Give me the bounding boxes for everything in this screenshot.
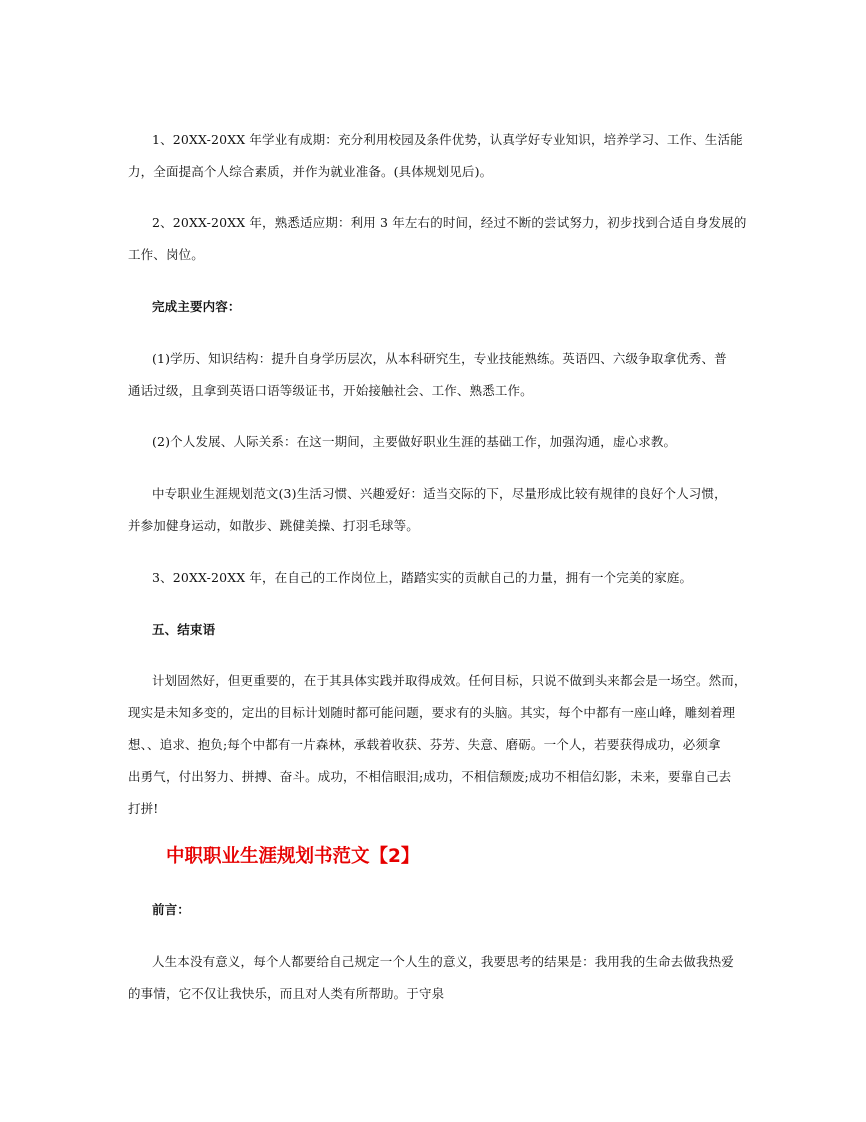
preface-heading: 前言：: [152, 902, 190, 917]
conclusion-heading: 五、结束语: [152, 622, 216, 637]
paragraph-5-line-1: 中专职业生涯规划范文(3)生活习惯、兴趣爱好：适当交际的下，尽量形成比较有规律的良好个人习惯，: [152, 486, 727, 501]
paragraph-2-line-2: 工作、岗位。: [128, 247, 204, 262]
paragraph-8-line-1: 人生本没有意义，每个人都要给自己规定一个人生的意义，我要思考的结果是：我用我的生命去做我热爱: [152, 954, 734, 969]
paragraph-1-line-1: 1、20XX-20XX 年学业有成期：充分利用校园及条件优势，认真学好专业知识，培养学习、工作、生活能: [152, 132, 743, 147]
paragraph-7-line-2: 现实是未知多变的，定出的目标计划随时都可能问题，要求有的头脑。其实，每个中都有一座山峰，雕刻着理: [128, 705, 736, 720]
paragraph-3-line-1: (1)学历、知识结构：提升自身学历层次，从本科研究生，专业技能熟练。英语四、六级争取拿优秀、普: [152, 351, 727, 366]
paragraph-6-line-1: 3、20XX-20XX 年，在自己的工作岗位上，踏踏实实的贡献自己的力量，拥有一个完美的家庭。: [152, 570, 693, 585]
paragraph-7-line-3: 想、、追求、抱负;每个中都有一片森林，承载着收获、芬芳、失意、磨砺。一个人，若要获得成功，必须拿: [128, 737, 721, 752]
paragraph-7-line-1: 计划固然好，但更重要的，在于其具体实践并取得成效。任何目标，只说不做到头来都会是一场空。然而，: [152, 673, 747, 688]
paragraph-4-line-1: (2)个人发展、人际关系：在这一期间，主要做好职业生涯的基础工作，加强沟通，虚心求教。: [152, 434, 677, 449]
paragraph-3-line-2: 通话过级，且拿到英语口语等级证书，开始接触社会、工作、熟悉工作。: [128, 383, 533, 398]
section-2-title: 中职职业生涯规划书范文【2】: [166, 846, 420, 867]
paragraph-2-line-1: 2、20XX-20XX 年，熟悉适应期：利用 3 年左右的时间，经过不断的尝试努力，初步找到合适自身发展的: [152, 215, 747, 230]
main-content-heading: 完成主要内容：: [152, 299, 241, 314]
paragraph-5-line-2: 并参加健身运动，如散步、跳健美操、打羽毛球等。: [128, 518, 419, 533]
paragraph-7-line-5: 打拼!: [128, 801, 159, 816]
paragraph-1-line-2: 力，全面提高个人综合素质，并作为就业准备。(具体规划见后)。: [128, 164, 493, 179]
paragraph-7-line-4: 出勇气，付出努力、拼搏、奋斗。成功，不相信眼泪;成功，不相信颓废;成功不相信幻影，未来，要靠自己去: [128, 769, 732, 784]
paragraph-8-line-2: 的事情，它不仅让我快乐，而且对人类有所帮助。于守泉: [128, 986, 445, 1001]
